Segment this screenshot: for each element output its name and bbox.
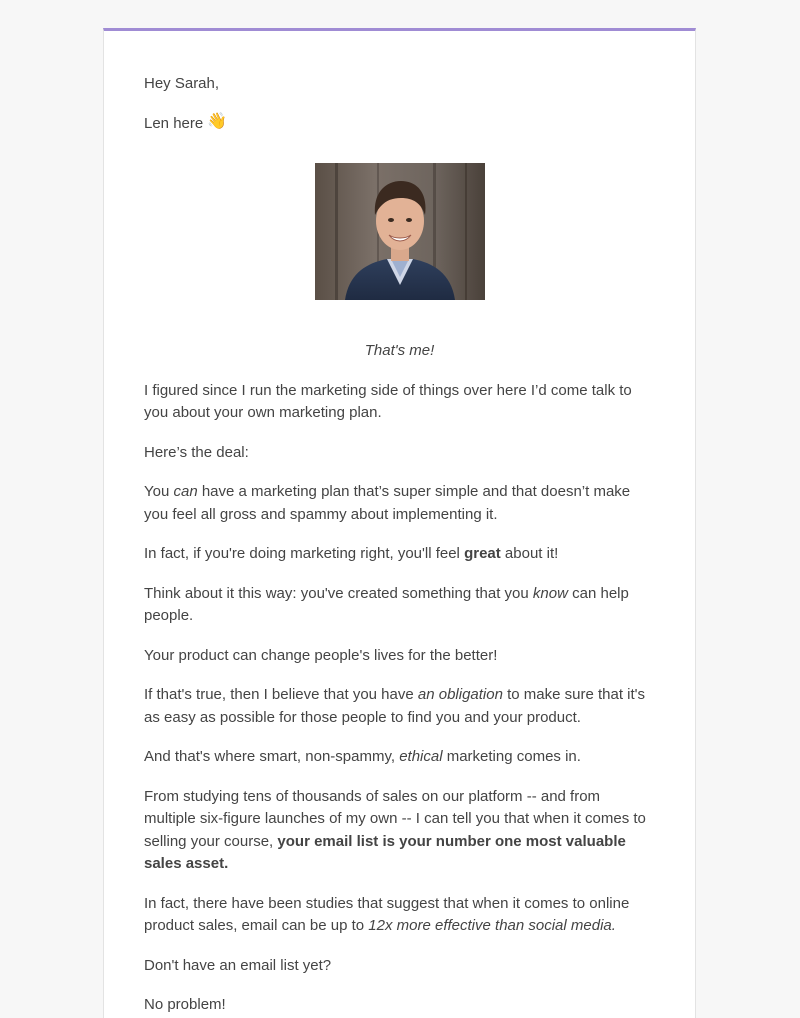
text-run: If that's true, then I believe that you have [144,686,418,703]
paragraph-4 [144,543,655,566]
emphasis: an obligation [417,686,503,703]
text-run: about it! [500,545,559,562]
wave-emoji-icon: 👋 [207,112,228,130]
text-run: Think about it this way: you've created something that you [144,584,533,602]
email-body [104,31,695,1017]
intro-text: Len here [144,114,204,132]
emphasis: know [532,584,568,602]
strong-text: your email list is your number one most valuable sales asset. [144,832,626,872]
text-run: In fact, there have been studies that suggest that when it comes to online product sales, email can be up to [144,894,630,934]
photo-caption: That's me! [364,342,435,359]
photo-container [144,163,655,300]
emphasis: 12x more effective than social media. [368,917,616,934]
text-run: You [144,483,174,500]
intro-line [144,113,655,136]
emphasis: can [173,483,198,500]
paragraph-5 [144,583,655,628]
author-photo [315,163,485,300]
paragraph-2: Here’s the deal: [144,443,249,461]
email-card [103,28,696,1018]
paragraph-8 [144,746,655,769]
emphasis: ethical [399,748,443,765]
greeting: Hey Sarah, [144,75,220,92]
text-run: have a marketing plan that’s super simple and that doesn’t make you feel all gross and spammy about implementing it. [144,483,631,523]
paragraph-7 [144,684,655,729]
text-run: can help people. [144,584,629,624]
paragraph-10 [144,893,655,938]
paragraph-1: I figured since I run the marketing side of things over here I’d come talk to you about your own marketing plan. [144,381,632,421]
paragraph-3 [144,481,655,526]
paragraph-11: Don't have an email list yet? [144,956,332,974]
text-run: marketing comes in. [442,748,581,765]
text-run: In fact, if you're doing marketing right, you'll feel [144,545,465,562]
paragraph-6: Your product can change people's lives for the better! [144,646,498,664]
strong-text: great [464,545,501,562]
text-run: to make sure that it's as easy as possible for those people to find you and your product. [144,686,646,726]
paragraph-9 [144,786,655,876]
text-run: From studying tens of thousands of sales on our platform -- and from multiple six-figure launches of my own -- I can tell you that when it comes to selling your course, [144,787,646,850]
paragraph-12: No problem! [144,996,226,1013]
text-run: And that's where smart, non-spammy, [144,748,400,765]
